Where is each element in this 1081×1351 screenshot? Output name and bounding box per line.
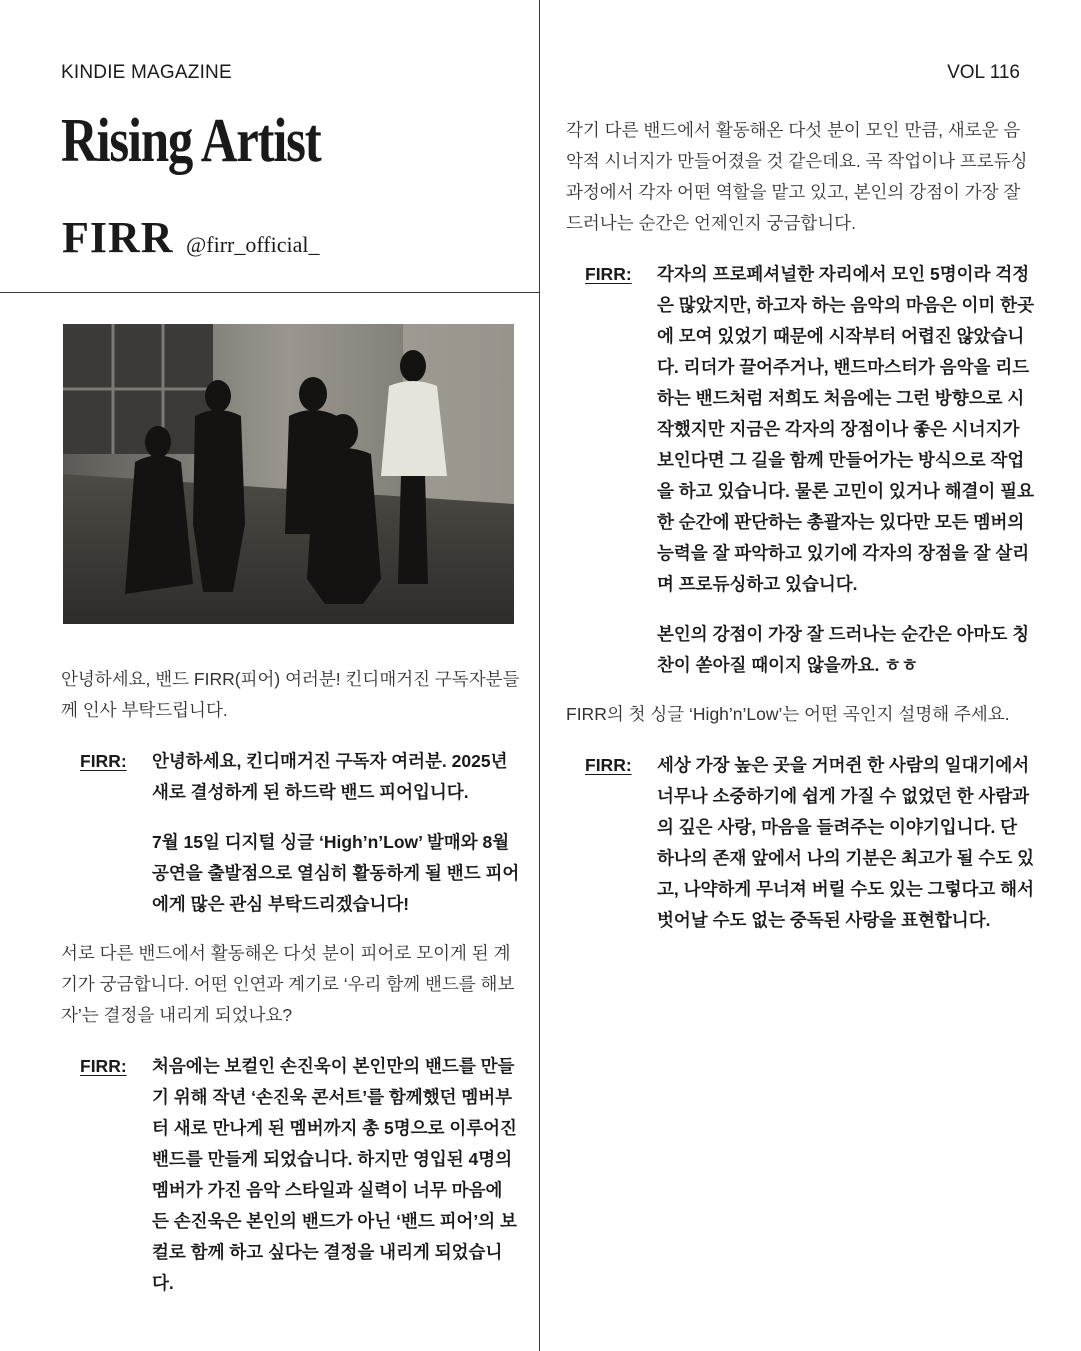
speaker-label: FIRR: [585,264,632,284]
left-column [61,664,523,1299]
answer-band-formation [80,1051,523,1299]
band-photo-illustration [63,324,514,624]
band-photo [63,324,514,624]
answer-intro-text-2: 7월 15일 디지털 싱글 ‘High’n’Low’ 발매와 8월 공연을 출발점으로 열심히 활동하게 될 밴드 피어에게 많은 관심 부탁드리겠습니다! [152,832,520,914]
question-synergy: 각기 다른 밴드에서 활동해온 다섯 분이 모인 만큼, 새로운 음악적 시너지가 만들어졌을 것 같은데요. 곡 작업이나 프로듀싱 과정에서 각자 어떤 역할을 맡고 있고, 본인의 강점이 가장 잘 드러나는 순간은 언제인지 궁금합니다. [566,120,1028,233]
right-column [566,115,1034,936]
question-single: FIRR의 첫 싱글 ‘High’n’Low’는 어떤 곡인지 설명해 주세요. [566,704,1010,724]
answer-synergy-text-2: 본인의 강점이 가장 잘 드러나는 순간은 아마도 칭찬이 쏟아질 때이지 않을까요. ㅎㅎ [657,624,1030,675]
answer-synergy [585,259,1034,681]
speaker-label: FIRR: [585,755,632,775]
answer-single-text: 세상 가장 높은 곳을 거머쥔 한 사람의 일대기에서 너무나 소중하기에 쉽게 가질 수 없었던 한 사람과의 깊은 사랑, 마음을 들려주는 이야기입니다. 단 하나의 존재 앞에서 나의 기분은 최고가 될 수도 있고, 나약하게 무너져 버릴 수도 있는 그렇다고 해서 벗어날 수도 없는 중독된 사랑을 표현합니다. [657,755,1034,930]
magazine-name: KINDIE MAGAZINE [61,62,232,83]
answer-band-formation-text: 처음에는 보컬인 손진욱이 본인만의 밴드를 만들기 위해 작년 ‘손진욱 콘서트’를 함께했던 멤버부터 새로 만나게 된 멤버까지 총 5명으로 이루어진 밴드를 만들게 되었습니다. 하지만 영입된 4명의 멤버가 가진 음악 스타일과 실력이 너무 마음에 든 손진욱은 본인의 밴드가 아닌 ‘밴드 피어’의 보컬로 함께 하고 싶다는 결정을 내리게 되었습니다. [152,1056,517,1293]
speaker-label: FIRR: [80,1056,127,1076]
column-divider [539,0,540,1351]
question-band-formation: 서로 다른 밴드에서 활동해온 다섯 분이 피어로 모이게 된 계기가 궁금합니다. 어떤 인연과 계기로 ‘우리 함께 밴드를 해보자’는 결정을 내리게 되었나요? [61,943,515,1025]
section-title: Rising Artist [61,107,321,175]
artist-header [62,212,320,263]
answer-intro-text: 안녕하세요, 킨디매거진 구독자 여러분. 2025년 새로 결성하게 된 하드락 밴드 피어입니다. [152,751,508,802]
header-rule [0,292,540,293]
artist-name: FIRR [62,213,174,262]
artist-handle: @firr_official_ [186,232,320,257]
answer-synergy-text: 각자의 프로페셔널한 자리에서 모인 5명이라 걱정은 많았지만, 하고자 하는 음악의 마음은 이미 한곳에 모여 있었기 때문에 시작부터 어렵진 않았습니다. 리더가 끌어주거나, 밴드마스터가 음악을 리드하는 밴드처럼 저희도 처음에는 그런 방향으로 시작했지만 지금은 각자의 장점이나 좋은 시너지가 보인다면 그 길을 함께 만들어가는 방식으로 작업을 하고 있습니다. 물론 고민이 있거나 해결이 필요한 순간에 판단하는 총괄자는 있다만 모든 멤버의 능력을 잘 파악하고 있기에 각자의 장점을 잘 살리며 프로듀싱하고 있습니다. [657,264,1034,594]
question-intro: 안녕하세요, 밴드 FIRR(피어) 여러분! 킨디매거진 구독자분들께 인사 부탁드립니다. [61,669,520,720]
volume-number: VOL 116 [947,62,1020,83]
answer-intro [80,746,523,920]
answer-single [585,750,1034,936]
speaker-label: FIRR: [80,751,127,771]
